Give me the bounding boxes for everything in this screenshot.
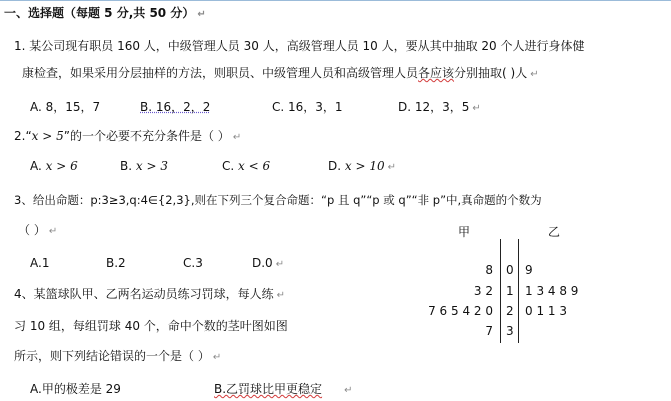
q4-line1-text: 4、某篮球队甲、乙两名运动员练习罚球，每人练 <box>14 287 274 301</box>
stem-leaf-left-title: 甲 <box>458 225 471 239</box>
question-4-line-3 <box>14 348 221 366</box>
stem-divider-right <box>518 239 519 343</box>
q2-option-b-letter: B. <box>120 159 133 173</box>
stem-row-3-left: 7 <box>485 324 493 338</box>
return-mark-icon: ↵ <box>197 9 206 20</box>
q1-option-b-text: B. 16，2，2 <box>140 100 211 114</box>
return-mark-icon: ↵ <box>530 69 539 80</box>
question-1-line-2 <box>22 65 539 83</box>
stem-row-2-left: 7 6 5 4 2 0 <box>428 304 493 318</box>
q2-option-b <box>120 159 168 173</box>
q4-option-b <box>214 380 352 397</box>
q2-option-d <box>328 159 396 173</box>
return-mark-icon: ↵ <box>212 352 222 363</box>
stem-divider-left <box>500 239 501 343</box>
q2-option-a <box>30 159 78 173</box>
stem-row-1-right: 1 3 4 8 9 <box>525 284 579 298</box>
q2-option-b-expr: x > 3 <box>135 159 168 173</box>
q1-option-b <box>140 98 210 115</box>
q1-option-d <box>398 98 481 115</box>
q1-option-c: C. 16，3，1 <box>272 100 343 114</box>
q2-option-a-letter: A. <box>30 159 42 173</box>
q3-option-a-text: A.1 <box>30 256 50 270</box>
question-3-line-1: 3、给出命题：p:3≥3,q:4∈{2,3},则在下列三个复合命题：“p 且 q”“p 或 q”“非 p”中,真命题的个数为 <box>14 193 542 207</box>
return-mark-icon: ↵ <box>387 162 397 173</box>
return-mark-icon: ↵ <box>472 103 481 114</box>
q4-option-b-text: B.乙罚球比甲更稳定 <box>214 382 323 396</box>
q1-line2-part2: 各应该 <box>418 66 455 80</box>
q4-line2-text: 习 10 组，每组罚球 40 个，命中个数的茎叶图如图 <box>14 319 288 333</box>
q3-option-a <box>30 256 103 270</box>
q2-prefix: 2.“ <box>14 129 32 143</box>
stem-row-2-stem: 2 <box>506 304 514 318</box>
stem-row-2-right: 0 1 1 3 <box>525 304 567 318</box>
stem-leaf-plot <box>415 223 615 343</box>
q3-blank: （ ） <box>18 223 46 237</box>
q2-option-c-expr: x < 6 <box>238 159 271 173</box>
return-mark-icon: ↵ <box>275 259 285 270</box>
q3-option-d <box>252 256 284 270</box>
q2-option-c <box>222 159 270 173</box>
q1-option-d-text: D. 12，3，5 <box>398 100 470 114</box>
stem-row-0-left: 8 <box>485 263 493 277</box>
stem-row-0-right: 9 <box>525 263 533 277</box>
q3-option-b-text: B.2 <box>106 256 126 270</box>
stem-row-3-stem: 3 <box>506 324 514 338</box>
return-mark-icon: ↵ <box>276 290 286 301</box>
return-mark-icon: ↵ <box>344 385 353 396</box>
stem-row-1-left: 3 2 <box>473 284 493 298</box>
q1-option-a: A. 8，15，7 <box>30 100 101 114</box>
q4-option-a: A.甲的极差是 29 <box>30 382 121 396</box>
q2-suffix: ”的一个必要不充分条件是（ ） <box>63 129 230 143</box>
q4-line3-text: 所示，则下列结论错误的一个是（ ） <box>14 349 210 363</box>
question-4-line-2 <box>14 318 288 334</box>
section-title <box>4 5 206 23</box>
stem-leaf-right-title: 乙 <box>548 225 561 239</box>
return-mark-icon: ↵ <box>232 132 242 143</box>
q2-option-d-letter: D. <box>328 159 342 173</box>
question-4-line-1 <box>14 286 285 304</box>
q2-option-c-letter: C. <box>222 159 235 173</box>
q1-line2-part1: 康检查，如果采用分层抽样的方法，则职员、中级管理人员和高级管理人员 <box>22 66 419 80</box>
q3-option-b <box>106 256 126 270</box>
q2-option-a-expr: x > 6 <box>45 159 78 173</box>
question-1-line-1: 1. 某公司现有职员 160 人，中级管理人员 30 人，高级管理人员 10 人，要从其中抽取 20 个人进行身体健 <box>14 39 585 53</box>
stem-row-1-stem: 1 <box>506 284 514 298</box>
q1-line2-part3: 分别抽取( )人 <box>454 66 528 80</box>
return-mark-icon: ↵ <box>48 226 58 237</box>
stem-row-0-stem: 0 <box>506 263 514 277</box>
q3-option-d-text: D.0 <box>252 256 273 270</box>
q2-option-d-expr: x > 10 <box>344 159 385 173</box>
q3-option-c: C.3 <box>183 256 203 270</box>
question-3-line-2 <box>18 222 57 240</box>
section-title-text: 一、选择题（每题 5 分,共 50 分） <box>4 6 195 20</box>
q2-expr: x > 5 <box>31 129 64 143</box>
question-2 <box>14 128 241 146</box>
